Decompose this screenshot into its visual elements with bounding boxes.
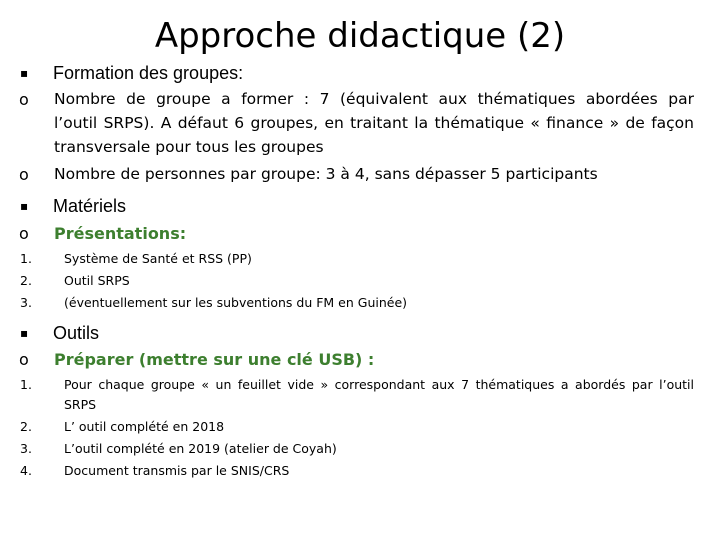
section-heading-formation: Formation des groupes: — [53, 63, 244, 83]
square-bullet-icon: ▪ — [20, 66, 29, 80]
list-item: L’outil complété en 2019 (atelier de Coyah) — [64, 441, 337, 456]
list-number: 3. — [20, 295, 32, 310]
square-bullet-icon: ▪ — [20, 199, 29, 213]
circle-bullet-icon: o — [19, 165, 29, 184]
list-item: Outil SRPS — [64, 273, 130, 288]
list-item: Document transmis par le SNIS/CRS — [64, 463, 290, 478]
page-title: Approche didactique (2) — [154, 16, 566, 56]
formation-item-line: l’outil SRPS). A défaut 6 groupes, en traitant la thématique « finance » de façon — [54, 114, 694, 132]
list-item: (éventuellement sur les subventions du FM en Guinée) — [64, 295, 408, 310]
circle-bullet-icon: o — [19, 350, 29, 369]
list-number: 4. — [20, 463, 32, 478]
section-heading-materiels: Matériels — [53, 196, 127, 216]
formation-item-line: transversale pour tous les groupes — [54, 138, 324, 156]
circle-bullet-icon: o — [19, 224, 29, 243]
subheading-preparer: Préparer (mettre sur une clé USB) : — [54, 350, 375, 369]
list-item: L’ outil complété en 2018 — [64, 419, 225, 434]
list-number: 2. — [20, 419, 32, 434]
square-bullet-icon: ▪ — [20, 326, 29, 340]
formation-item-participants: Nombre de personnes par groupe: 3 à 4, sans dépasser 5 participants — [54, 165, 598, 183]
formation-item-line: Nombre de groupe a former : 7 (équivalent aux thématiques abordées par — [54, 90, 694, 108]
circle-bullet-icon: o — [19, 90, 29, 109]
list-number: 1. — [20, 251, 32, 266]
list-number: 3. — [20, 441, 32, 456]
list-item: SRPS — [64, 397, 97, 412]
subheading-presentations: Présentations: — [54, 224, 187, 243]
list-number: 1. — [20, 377, 32, 392]
section-heading-outils: Outils — [53, 323, 100, 343]
list-item: Pour chaque groupe « un feuillet vide » correspondant aux 7 thématiques a abordés par l’outil — [64, 377, 694, 392]
list-number: 2. — [20, 273, 32, 288]
list-item: Système de Santé et RSS (PP) — [64, 251, 252, 266]
